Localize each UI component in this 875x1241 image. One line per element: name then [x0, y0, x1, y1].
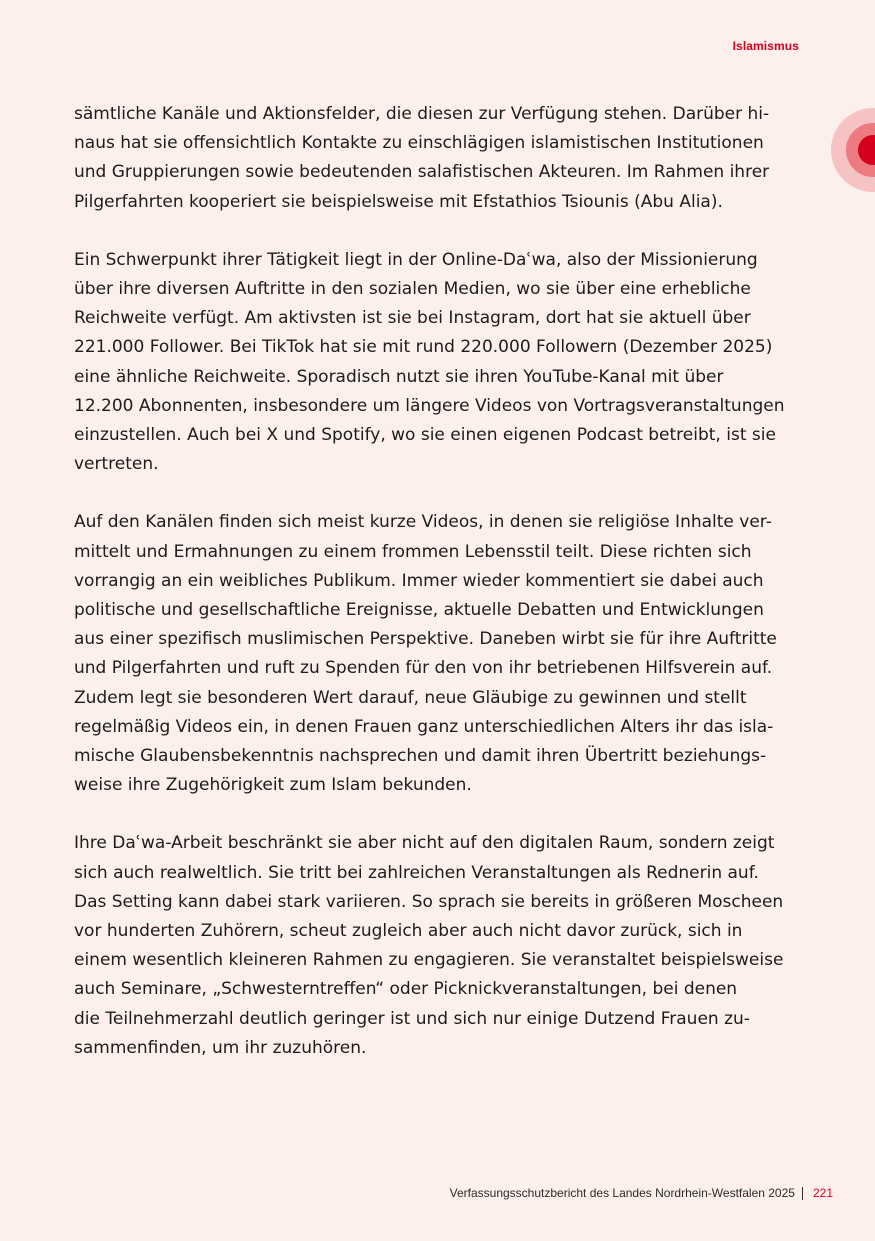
footer-divider [802, 1187, 803, 1200]
text-line: aus einer spezifisch muslimischen Perspektive. Daneben wirbt sie für ihre Auftritte [74, 629, 777, 650]
text-line: vor hunderten Zuhörern, scheut zugleich aber auch nicht davor zurück, sich in [74, 921, 743, 942]
text-line: Auf den Kanälen finden sich meist kurze Videos, in denen sie religiöse Inhalte ver- [74, 512, 772, 533]
text-line: sämtliche Kanäle und Aktionsfelder, die diesen zur Verfügung stehen. Darüber hi- [74, 104, 770, 124]
text-line: vertreten. [74, 454, 159, 475]
paragraph-4 [74, 829, 802, 1063]
text-line: weise ihre Zugehörigkeit zum Islam bekunden. [74, 775, 472, 796]
section-label: Islamismus [732, 39, 799, 53]
text-line: Das Setting kann dabei stark variieren. So sprach sie bereits in größeren Moscheen [74, 891, 784, 912]
text-line: mische Glaubensbekenntnis nachsprechen und damit ihren Übertritt beziehungs- [74, 746, 767, 767]
text-line: auch Seminare, „Schwesterntreffen“ oder Picknickveranstaltungen, bei denen [74, 979, 738, 1000]
text-line: politische und gesellschaftliche Ereignisse, aktuelle Debatten und Entwicklungen [74, 600, 764, 621]
page-number: 221 [812, 1186, 833, 1200]
text-line: Ihre Daʿwa-Arbeit beschränkt sie aber nicht auf den digitalen Raum, sondern zeigt [74, 833, 775, 854]
text-line: eine ähnliche Reichweite. Sporadisch nutzt sie ihren YouTube-Kanal mit über [74, 366, 724, 387]
text-line: einem wesentlich kleineren Rahmen zu engagieren. Sie veranstaltet beispielsweise [74, 950, 784, 971]
paragraph-2 [74, 246, 802, 480]
text-line: einzustellen. Auch bei X und Spotify, wo sie einen eigenen Podcast betreibt, ist sie [74, 425, 776, 446]
text-line: über ihre diversen Auftritte in den sozialen Medien, wo sie über eine erhebliche [74, 279, 751, 300]
text-line: vorrangig an ein weibliches Publikum. Immer wieder kommentiert sie dabei auch [74, 570, 764, 591]
text-line: 221.000 Follower. Bei TikTok hat sie mit rund 220.000 Followern (Dezember 2025) [74, 337, 773, 358]
text-line: Ein Schwerpunkt ihrer Tätigkeit liegt in der Online-Daʿwa, also der Missionierung [74, 249, 758, 270]
text-line: Reichweite verfügt. Am aktivsten ist sie bei Instagram, dort hat sie aktuell über [74, 308, 751, 329]
text-line: und Pilgerfahrten und ruft zu Spenden für den von ihr betriebenen Hilfsverein auf. [74, 658, 773, 679]
page-footer [450, 1186, 833, 1200]
text-line: und Gruppierungen sowie bedeutenden salafistischen Akteuren. Im Rahmen ihrer [74, 162, 770, 183]
text-line: 12.200 Abonnenten, insbesondere um längere Videos von Vortragsveranstaltungen [74, 395, 785, 416]
chapter-marker-icon [831, 108, 875, 192]
text-line: mittelt und Ermahnungen zu einem frommen Lebensstil teilt. Diese richten sich [74, 541, 752, 562]
text-line: naus hat sie offensichtlich Kontakte zu einschlägigen islamistischen Institutionen [74, 133, 764, 154]
body-text [74, 100, 802, 1092]
text-line: sich auch realweltlich. Sie tritt bei zahlreichen Veranstaltungen als Rednerin auf. [74, 862, 759, 883]
text-line: Zudem legt sie besonderen Wert darauf, neue Gläubige zu gewinnen und stellt [74, 687, 747, 708]
text-line: die Teilnehmerzahl deutlich geringer ist und sich nur einige Dutzend Frauen zu- [74, 1008, 750, 1029]
paragraph-3 [74, 508, 802, 800]
text-line: regelmäßig Videos ein, in denen Frauen ganz unterschiedlichen Alters ihr das isla- [74, 716, 774, 737]
text-line: Pilgerfahrten kooperiert sie beispielsweise mit Efstathios Tsiounis (Abu Alia). [74, 191, 723, 212]
text-line: sammenfinden, um ihr zuzuhören. [74, 1037, 367, 1058]
publication-title: Verfassungsschutzbericht des Landes Nordrhein-Westfalen 2025 [449, 1186, 795, 1200]
paragraph-1 [74, 100, 802, 217]
